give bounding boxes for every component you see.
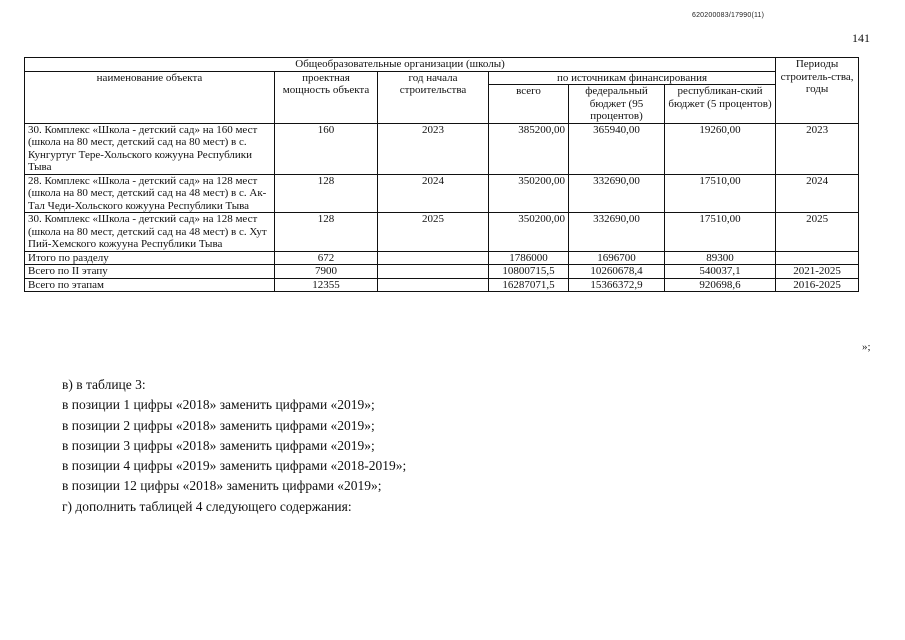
capacity-cell: 128 — [275, 213, 378, 252]
table-row — [25, 123, 859, 174]
totals-label: Всего по этапам — [25, 278, 275, 292]
object-name: 30. Комплекс «Школа - детский сад» на 128 мест (школа на 80 мест, детский сад на 48 мест) в с. Хут Пий-Хемского кожууна Республики Тыва — [25, 213, 275, 252]
total-cell: 350200,00 — [489, 174, 569, 213]
capacity-cell: 128 — [275, 174, 378, 213]
instruction-line: в) в таблице 3: — [62, 377, 146, 392]
period-cell: 2016-2025 — [776, 278, 859, 292]
instruction-line: г) дополнить таблицей 4 следующего содержания: — [62, 498, 352, 514]
table-row — [25, 213, 859, 252]
start-year-cell — [378, 251, 489, 265]
totals-label: Всего по II этапу — [25, 265, 275, 279]
start-year-cell — [378, 278, 489, 292]
republic-cell: 920698,6 — [665, 278, 776, 292]
total-cell: 10800715,5 — [489, 265, 569, 279]
period-cell — [776, 251, 859, 265]
instruction-line: в позиции 1 цифры «2018» заменить цифрами «2019»; — [62, 397, 375, 413]
object-name: 30. Комплекс «Школа - детский сад» на 160 мест (школа на 80 мест, детский сад на 80 мест) в с. Кунгуртуг Тере-Хольского кожууна Республики Тыва — [25, 123, 275, 174]
totals-row — [25, 251, 859, 265]
object-name: 28. Комплекс «Школа - детский сад» на 128 мест (школа на 80 мест, детский сад на 48 мест) в с. Ак-Тал Чеди-Хольского кожууна Республики Тыва — [25, 174, 275, 213]
federal-cell: 10260678,4 — [569, 265, 665, 279]
start-year-cell: 2025 — [378, 213, 489, 252]
period-cell: 2025 — [776, 213, 859, 252]
amendment-instructions — [62, 375, 406, 517]
republic-cell: 17510,00 — [665, 213, 776, 252]
page-number: 141 — [852, 31, 870, 45]
header-capacity: проектная мощность объекта — [275, 71, 378, 123]
header-total: всего — [489, 85, 569, 124]
republic-cell: 540037,1 — [665, 265, 776, 279]
total-cell: 1786000 — [489, 251, 569, 265]
header-republic: республикан-ский бюджет (5 процентов) — [665, 85, 776, 124]
period-cell: 2021-2025 — [776, 265, 859, 279]
capacity-cell: 160 — [275, 123, 378, 174]
federal-cell: 365940,00 — [569, 123, 665, 174]
start-year-cell — [378, 265, 489, 279]
capacity-cell: 7900 — [275, 265, 378, 279]
instruction-line: в позиции 2 цифры «2018» заменить цифрами «2019»; — [62, 417, 375, 433]
federal-cell: 1696700 — [569, 251, 665, 265]
republic-cell: 19260,00 — [665, 123, 776, 174]
federal-cell: 332690,00 — [569, 174, 665, 213]
totals-row — [25, 265, 859, 279]
totals-row — [25, 278, 859, 292]
instruction-line: в позиции 4 цифры «2019» заменить цифрами «2018-2019»; — [62, 458, 407, 474]
period-cell: 2023 — [776, 123, 859, 174]
capacity-cell: 672 — [275, 251, 378, 265]
header-start-year: год начала строительства — [378, 71, 489, 123]
document-id: 620200083/17990(11) — [692, 12, 765, 19]
total-cell: 350200,00 — [489, 213, 569, 252]
header-funding-group: по источникам финансирования — [489, 71, 776, 85]
federal-cell: 15366372,9 — [569, 278, 665, 292]
start-year-cell: 2024 — [378, 174, 489, 213]
header-name: наименование объекта — [25, 71, 275, 123]
instruction-line: в позиции 12 цифры «2018» заменить цифрами «2019»; — [62, 478, 382, 494]
republic-cell: 89300 — [665, 251, 776, 265]
start-year-cell: 2023 — [378, 123, 489, 174]
instruction-line: в позиции 3 цифры «2018» заменить цифрами «2019»; — [62, 437, 375, 453]
periods-header: Периоды строитель-ства, годы — [776, 58, 859, 124]
period-cell: 2024 — [776, 174, 859, 213]
header-federal: федеральный бюджет (95 процентов) — [569, 85, 665, 124]
republic-cell: 17510,00 — [665, 174, 776, 213]
group-header: Общеобразовательные организации (школы) — [25, 58, 776, 72]
table-closing-mark: »; — [862, 341, 871, 353]
federal-cell: 332690,00 — [569, 213, 665, 252]
totals-label: Итого по разделу — [25, 251, 275, 265]
total-cell: 16287071,5 — [489, 278, 569, 292]
capacity-cell: 12355 — [275, 278, 378, 292]
construction-table — [24, 57, 859, 292]
table-row — [25, 174, 859, 213]
total-cell: 385200,00 — [489, 123, 569, 174]
